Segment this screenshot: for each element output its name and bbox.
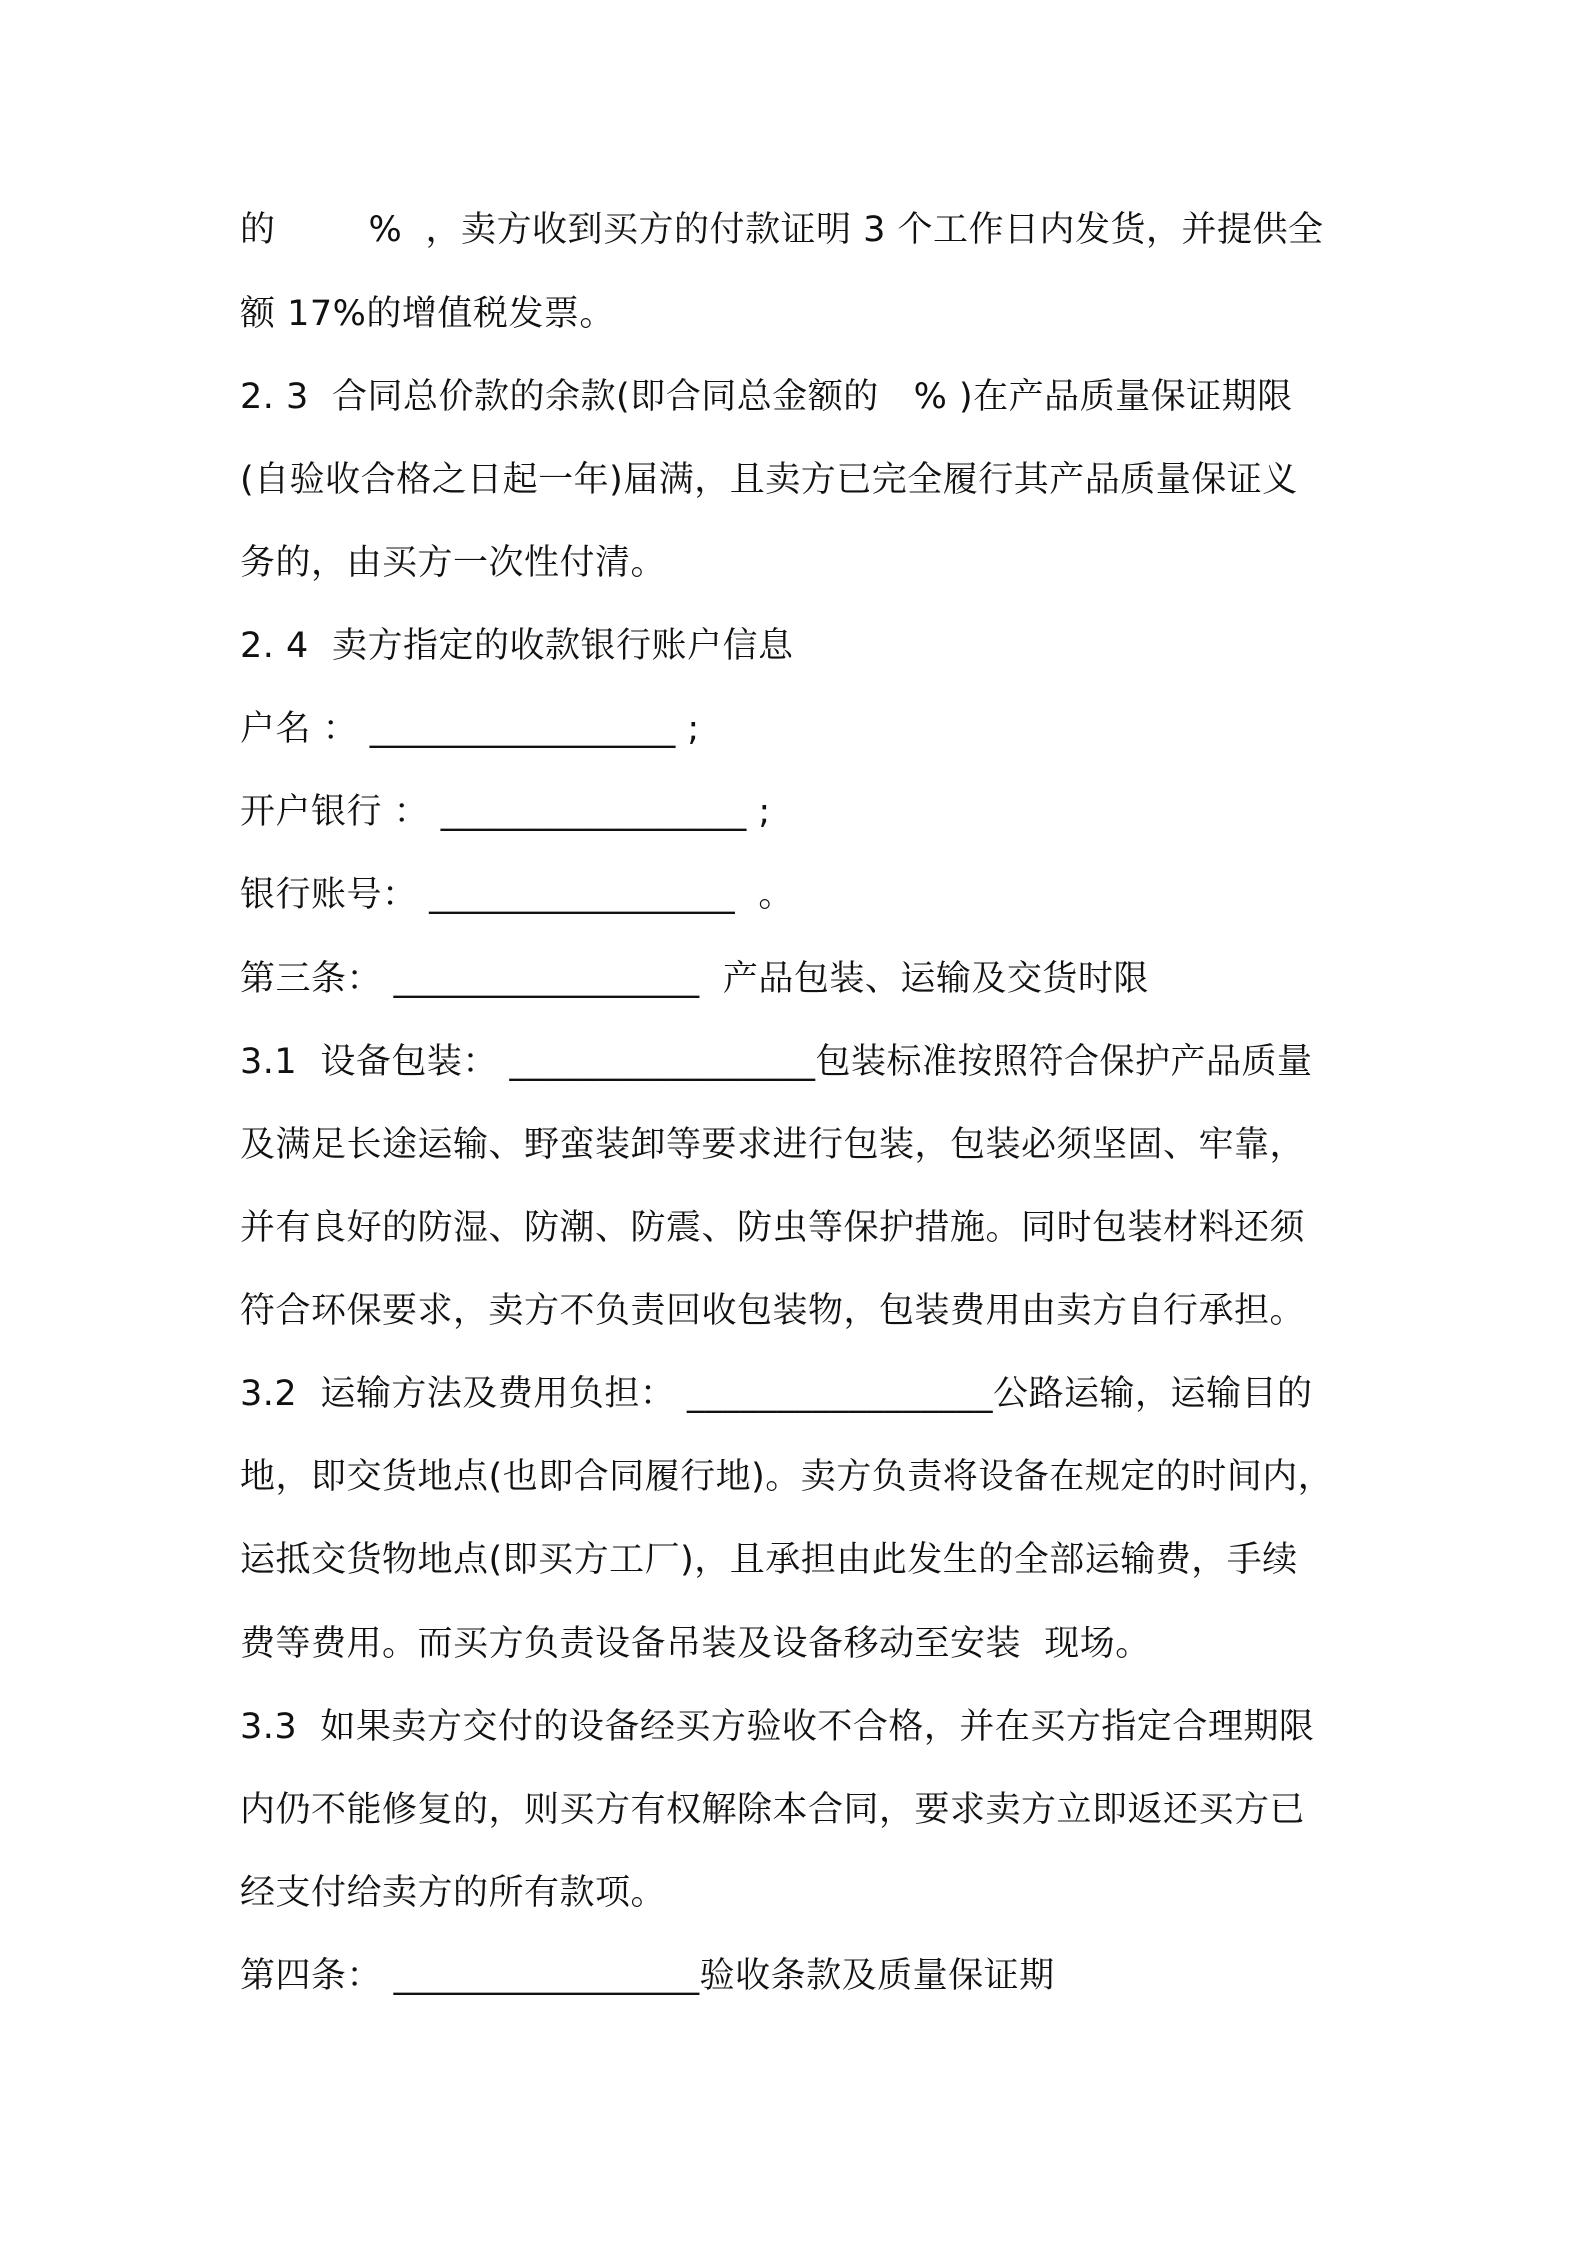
text-line: 务的，由买方一次性付清。 (240, 543, 667, 583)
section-3-2-line: 3.2 运输方法及费用负担： _________________公路运输，运输目的 (240, 1374, 1313, 1414)
text-line: 运抵交货物地点(即买方工厂)，且承担由此发生的全部运输费，手续 (240, 1540, 1298, 1580)
text-line: 的 % ，卖方收到买方的付款证明 3 个工作日内发货，并提供全 (240, 210, 1324, 250)
article-3-heading: 第三条： _________________ 产品包装、运输及交货时限 (240, 959, 1149, 999)
text-line: 并有良好的防湿、防潮、防震、防虫等保护措施。同时包装材料还须 (240, 1208, 1306, 1248)
article-4-heading: 第四条： _________________验收条款及质量保证期 (240, 1956, 1055, 1996)
text-line: 地，即交货地点(也即合同履行地)。卖方负责将设备在规定的时间内， (240, 1457, 1334, 1497)
text-line: 内仍不能修复的，则买方有权解除本合同，要求卖方立即返还买方已 (240, 1790, 1306, 1830)
bank-name-field: 开户银行 ： _________________ ; (240, 792, 771, 832)
account-number-field: 银行账号： _________________ 。 (240, 875, 794, 915)
section-3-1-line: 3.1 设备包装： _________________包装标准按照符合保护产品质量 (240, 1042, 1313, 1082)
text-line: 符合环保要求，卖方不负责回收包装物，包装费用由卖方自行承担。 (240, 1291, 1306, 1331)
account-name-field: 户名 ： _________________ ; (240, 709, 700, 749)
text-line: (自验收合格之日起一年)届满，且卖方已完全履行其产品质量保证义 (240, 460, 1298, 500)
text-line: 额 17%的增值税发票。 (240, 294, 615, 334)
text-line: 经支付给卖方的所有款项。 (240, 1873, 667, 1913)
section-3-3-line: 3.3 如果卖方交付的设备经买方验收不合格，并在买方指定合理期限 (240, 1707, 1315, 1747)
section-2-3-line: 2. 3 合同总价款的余款(即合同总金额的 % )在产品质量保证期限 (240, 377, 1293, 417)
text-line: 及满足长途运输、野蛮装卸等要求进行包装，包装必须坚固、牢靠， (240, 1125, 1306, 1165)
text-line: 费等费用。而买方负责设备吊装及设备移动至安装 现场。 (240, 1624, 1151, 1664)
section-2-4-heading: 2. 4 卖方指定的收款银行账户信息 (240, 626, 794, 666)
